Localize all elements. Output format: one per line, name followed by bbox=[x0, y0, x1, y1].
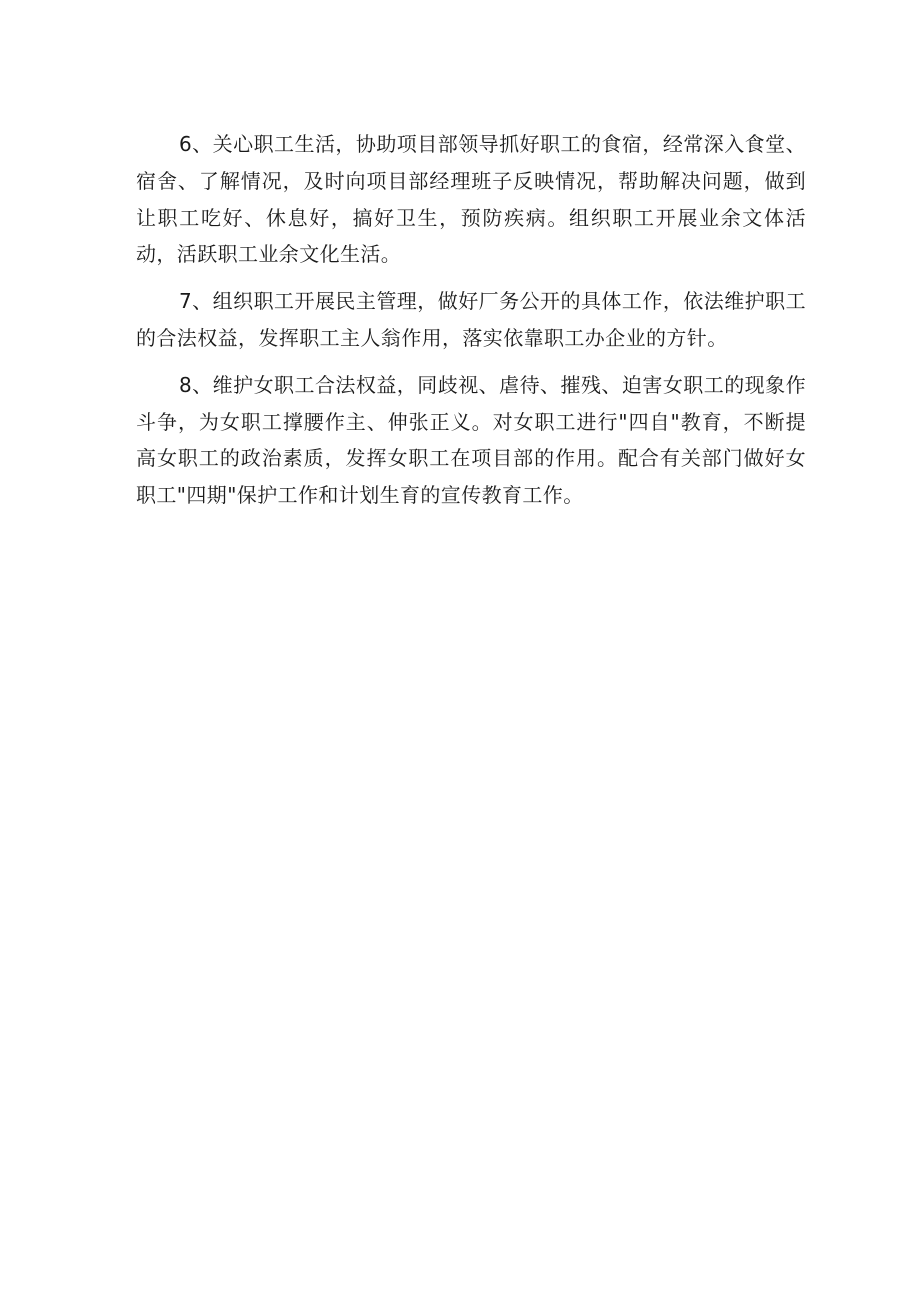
paragraph-item-7: 7、组织职工开展民主管理，做好厂务公开的具体工作，依法维护职工的合法权益，发挥职工主人翁作用，落实依靠职工办企业的方针。 bbox=[136, 289, 806, 350]
paragraph-item-6: 6、关心职工生活，协助项目部领导抓好职工的食宿，经常深入食堂、宿舍、了解情况，及时向项目部经理班子反映情况，帮助解决问题，做到让职工吃好、休息好，搞好卫生，预防疾病。组织职工开展业余文体活动，活跃职工业余文化生活。 bbox=[136, 132, 806, 267]
document-body bbox=[136, 126, 806, 524]
paragraph-item-8: 8、维护女职工合法权益，同歧视、虐待、摧残、迫害女职工的现象作斗争，为女职工撑腰作主、伸张正义。对女职工进行"四自"教育，不断提高女职工的政治素质，发挥女职工在项目部的作用。配合有关部门做好女职工"四期"保护工作和计划生育的宣传教育工作。 bbox=[136, 372, 806, 508]
